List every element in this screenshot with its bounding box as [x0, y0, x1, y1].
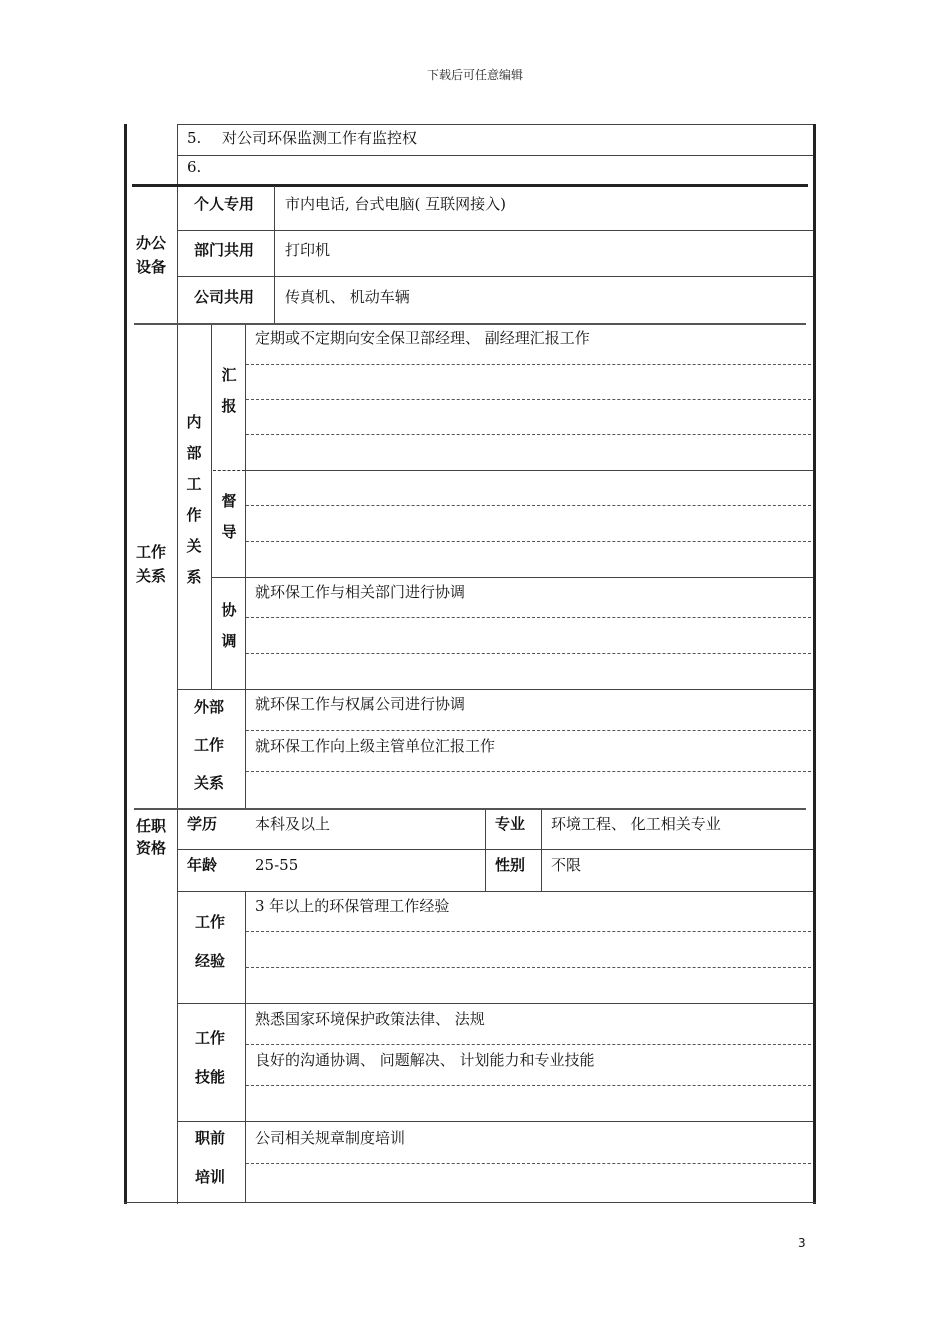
experience-text: 3 年以上的环保管理工作经验 [255, 897, 450, 915]
age-label: 年龄 [187, 856, 218, 874]
coordinate-label: 协 调 [221, 601, 237, 650]
work-relations-label: 工作 关系 [136, 543, 167, 585]
authority-item-5-text: 对公司环保监测工作有监控权 [222, 129, 418, 147]
major-label: 专业 [495, 815, 526, 833]
education-value: 本科及以上 [255, 815, 331, 833]
major-value: 环境工程、 化工相关专业 [551, 815, 721, 833]
supervise-label: 督 导 [221, 492, 237, 541]
gender-label: 性别 [495, 856, 526, 874]
page-number: 3 [798, 1236, 806, 1250]
gender-value: 不限 [551, 856, 582, 874]
qualifications-label: 任职 资格 [136, 817, 167, 857]
office-equipment-row-label: 公司共用 [194, 288, 255, 306]
office-equipment-row-label: 部门共用 [194, 241, 255, 259]
header-note: 下载后可任意编辑 [426, 68, 523, 82]
office-equipment-row-label: 个人专用 [194, 195, 255, 213]
training-text: 公司相关规章制度培训 [255, 1129, 406, 1147]
experience-label: 工作 经验 [195, 913, 226, 970]
age-value: 25-55 [255, 856, 299, 874]
skills-label: 工作 技能 [195, 1029, 226, 1086]
internal-relations-label: 内 部 工 作 关 系 [186, 413, 202, 586]
authority-item-5-number: 5. [187, 129, 202, 147]
education-label: 学历 [187, 815, 218, 833]
external-text-1: 就环保工作与权属公司进行协调 [255, 695, 466, 713]
office-equipment-row-value: 市内电话, 台式电脑( 互联网接入) [285, 195, 507, 213]
office-equipment-row-value: 传真机、 机动车辆 [285, 288, 410, 306]
report-text: 定期或不定期向安全保卫部经理、 副经理汇报工作 [255, 329, 590, 347]
office-equipment-label: 办公 设备 [136, 234, 167, 276]
coordinate-text: 就环保工作与相关部门进行协调 [255, 583, 466, 601]
report-label: 汇 报 [221, 366, 237, 415]
office-equipment-row-value: 打印机 [285, 241, 331, 259]
external-text-2: 就环保工作向上级主管单位汇报工作 [255, 737, 496, 755]
external-relations-label: 外部 工作 关系 [194, 698, 225, 792]
skills-text-1: 熟悉国家环境保护政策法律、 法规 [255, 1010, 485, 1028]
skills-text-2: 良好的沟通协调、 问题解决、 计划能力和专业技能 [255, 1051, 595, 1069]
training-label: 职前 培训 [195, 1129, 226, 1186]
authority-item-6-number: 6. [187, 158, 202, 176]
